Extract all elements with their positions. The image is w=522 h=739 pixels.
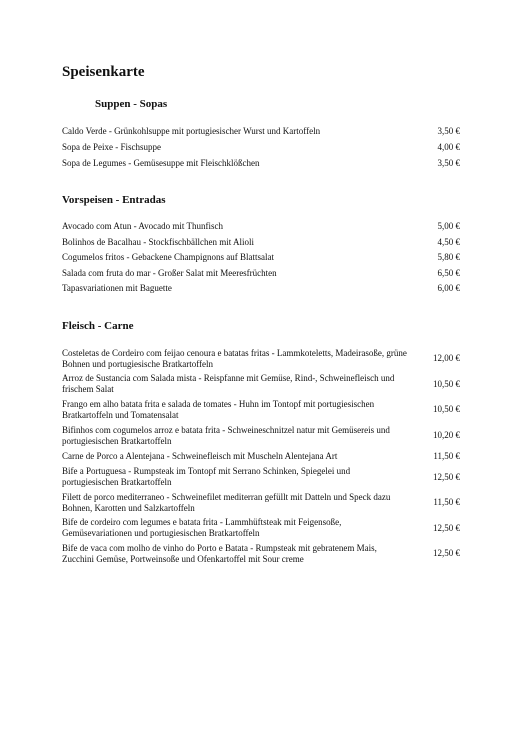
- section-list-fleisch: [62, 346, 460, 567]
- menu-item: [62, 346, 460, 372]
- menu-item: [62, 281, 460, 297]
- section-heading-suppen: Suppen - Sopas: [95, 98, 168, 110]
- menu-item-name: Salada com fruta do mar - Großer Salat mit Meeresfrüchten: [62, 267, 277, 278]
- menu-item-price: 10,50 €: [433, 378, 460, 389]
- menu-item: [62, 219, 460, 235]
- menu-item: [62, 139, 460, 155]
- menu-item: [62, 423, 460, 449]
- menu-item-price: 3,50 €: [437, 125, 460, 136]
- menu-item-price: 6,00 €: [437, 283, 460, 294]
- menu-item-price: 11,50 €: [433, 497, 460, 508]
- menu-item: [62, 250, 460, 266]
- menu-item-name: Bifinhos com cogumelos arroz e batata frita - Schweineschnitzel natur mit Gemüsereis und portugiesischen Bratkartoffeln: [62, 424, 390, 446]
- menu-item-price: 10,20 €: [433, 430, 460, 441]
- menu-item-name: Bolinhos de Bacalhau - Stockfischbällchen mit Alioli: [62, 236, 254, 247]
- menu-item: [62, 235, 460, 251]
- menu-item-name: Sopa de Legumes - Gemüsesuppe mit Fleischklößchen: [62, 157, 260, 168]
- section-list-vorspeisen: [62, 219, 460, 297]
- menu-item-name: Filett de porco mediterraneo - Schweinefilet mediterran gefüllt mit Datteln und Speck dazu Bohnen, Karotten und Salzkartoffeln: [62, 491, 391, 513]
- menu-item-name: Bife a Portuguesa - Rumpsteak im Tontopf mit Serrano Schinken, Spiegelei und portugiesischen Bratkartoffeln: [62, 466, 351, 488]
- menu-item-name: Carne de Porco a Alentejana - Schweinefleisch mit Muscheln Alentejana Art: [62, 450, 338, 461]
- menu-item-name: Bife de cordeiro com legumes e batata frita - Lammhüftsteak mit Feigensoße, Gemüsevariationen und portugiesischen Bratkartoffeln: [62, 517, 342, 539]
- menu-item-name: Caldo Verde - Grünkohlsuppe mit portugiesischer Wurst und Kartoffeln: [62, 125, 321, 136]
- menu-item-name: Bife de vaca com molho de vinho do Porto e Batata - Rumpsteak mit gebratenem Mais, Zucchini Gemüse, Portweinsoße und Ofenkartoffel mit Sour creme: [62, 542, 377, 564]
- menu-item: [62, 464, 460, 490]
- menu-item: [62, 155, 460, 171]
- menu-item-name: Costeletas de Cordeiro com feijao cenoura e batatas fritas - Lammkoteletts, Madeirasoße, grüne Bohnen und portugiesische Bratkartoffeln: [62, 347, 407, 369]
- menu-item-price: 4,00 €: [437, 141, 460, 152]
- menu-item-price: 4,50 €: [437, 236, 460, 247]
- menu-item-price: 5,80 €: [437, 252, 460, 263]
- menu-item: [62, 448, 460, 464]
- menu-item-name: Avocado com Atun - Avocado mit Thunfisch: [62, 221, 223, 232]
- menu-item-price: 5,00 €: [437, 221, 460, 232]
- section-list-suppen: [62, 123, 460, 171]
- menu-item: [62, 490, 460, 516]
- section-heading-vorspeisen: Vorspeisen - Entradas: [62, 194, 166, 206]
- menu-item: [62, 397, 460, 423]
- menu-item-name: Tapasvariationen mit Baguette: [62, 283, 172, 294]
- menu-item-price: 10,50 €: [433, 404, 460, 415]
- menu-item-name: Cogumelos fritos - Gebackene Champignons auf Blattsalat: [62, 252, 274, 263]
- menu-item: [62, 541, 460, 567]
- menu-item-name: Arroz de Sustancia com Salada mista - Reispfanne mit Gemüse, Rind-, Schweinefleisch und frischem Salat: [62, 373, 395, 395]
- menu-title: Speisenkarte: [62, 64, 145, 80]
- menu-item: [62, 372, 460, 398]
- menu-item-price: 12,50 €: [433, 548, 460, 559]
- menu-item: [62, 123, 460, 139]
- menu-item: [62, 266, 460, 282]
- menu-item-name: Sopa de Peixe - Fischsuppe: [62, 141, 161, 152]
- menu-item-price: 12,50 €: [433, 471, 460, 482]
- menu-item-price: 6,50 €: [437, 267, 460, 278]
- menu-item-price: 3,50 €: [437, 157, 460, 168]
- menu-item-name: Frango em alho batata frita e salada de tomates - Huhn im Tontopf mit portugiesischen Bratkartoffeln und Tomatensalat: [62, 398, 375, 420]
- menu-item-price: 12,00 €: [433, 353, 460, 364]
- menu-item: [62, 516, 460, 542]
- menu-item-price: 11,50 €: [433, 450, 460, 461]
- section-heading-fleisch: Fleisch - Carne: [62, 320, 134, 332]
- menu-item-price: 12,50 €: [433, 522, 460, 533]
